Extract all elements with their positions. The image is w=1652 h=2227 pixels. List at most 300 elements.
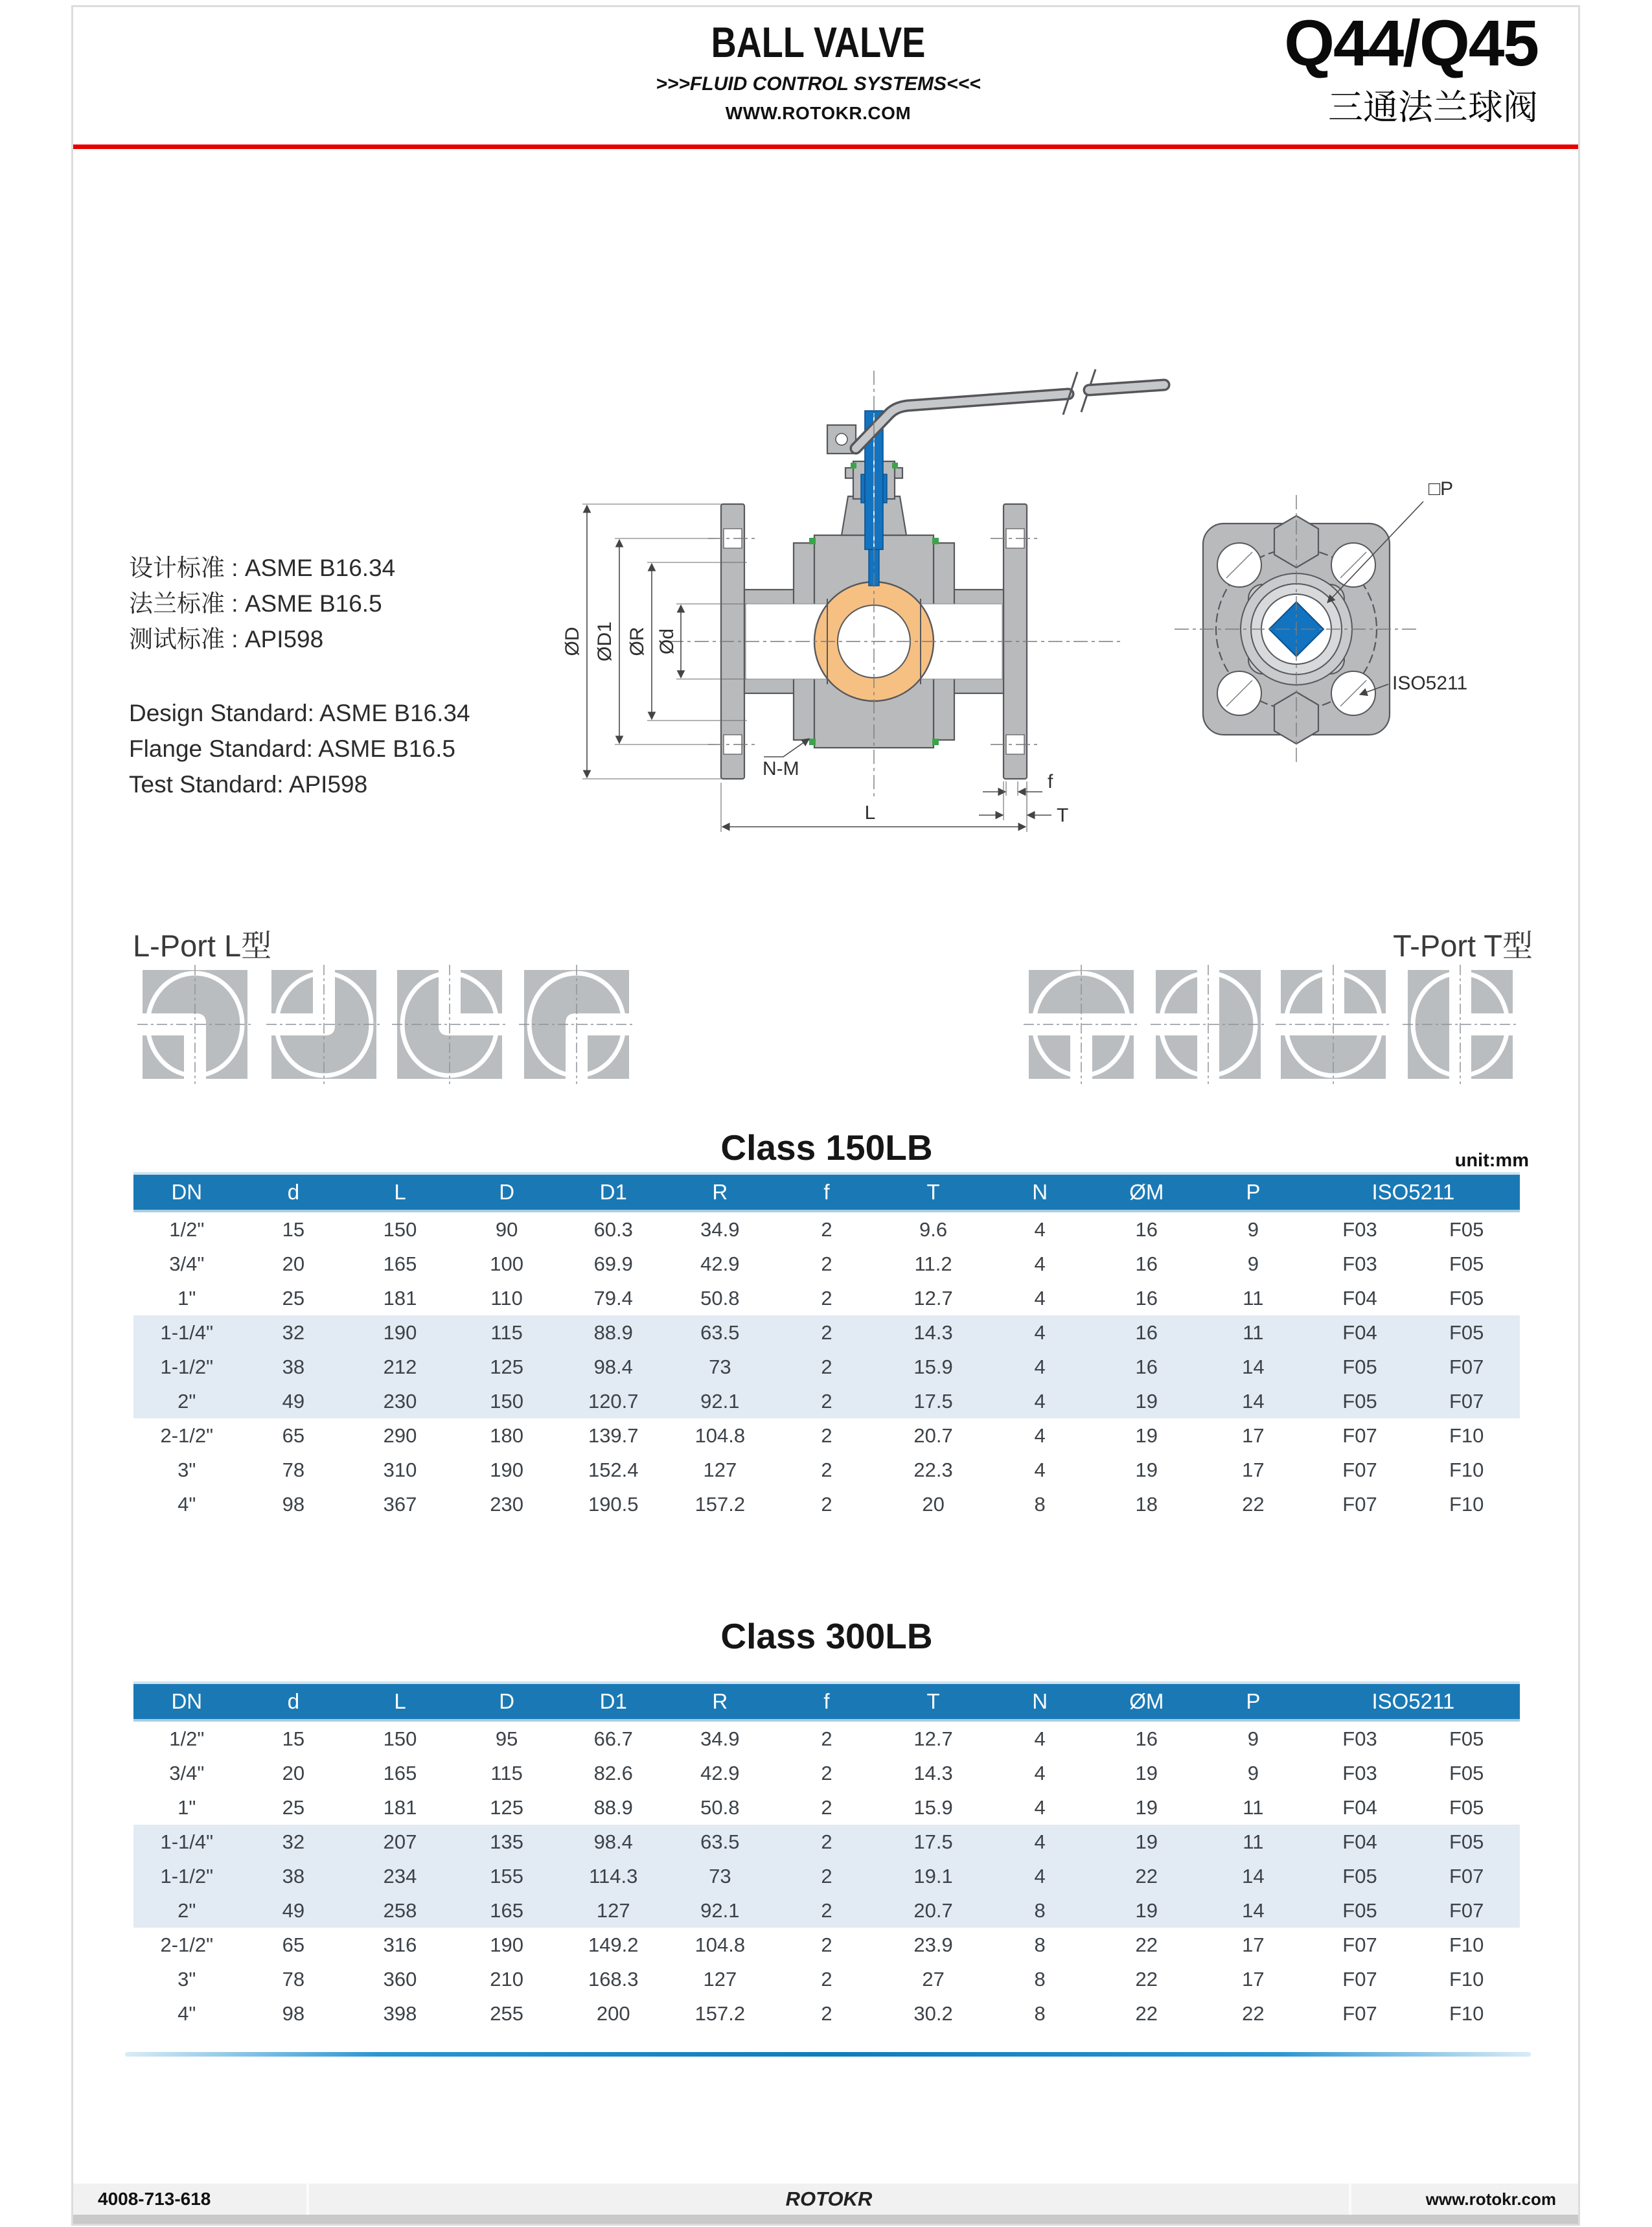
table-cell: 79.4 bbox=[593, 1286, 633, 1310]
table-cell: F05 bbox=[1342, 1864, 1377, 1887]
table-cell: 4 bbox=[1034, 1727, 1046, 1750]
table-cell: 34.9 bbox=[700, 1217, 740, 1241]
spec-table-150lb bbox=[133, 1172, 1520, 1521]
table-cell: 8 bbox=[1034, 1967, 1046, 1990]
table-row bbox=[133, 1859, 1520, 1893]
t-port-label: T-Port T型 bbox=[1393, 929, 1533, 963]
table-cell: 157.2 bbox=[694, 1492, 746, 1516]
table-cell: 2 bbox=[821, 1933, 832, 1956]
table-cell: 100 bbox=[490, 1252, 523, 1275]
table-row bbox=[133, 1453, 1520, 1487]
model-name-cn: 三通法兰球阀 bbox=[1328, 87, 1538, 128]
table-cell: F04 bbox=[1342, 1830, 1377, 1853]
table-cell: F10 bbox=[1449, 1967, 1484, 1990]
table-cell: F10 bbox=[1449, 2002, 1484, 2025]
table-cell: F05 bbox=[1449, 1217, 1484, 1241]
table-cell: F07 bbox=[1449, 1898, 1484, 1922]
column-header: P bbox=[1200, 1173, 1307, 1211]
t-port-diagram-1 bbox=[1029, 970, 1134, 1079]
table-row bbox=[133, 1996, 1520, 2031]
table-cell: 207 bbox=[383, 1830, 417, 1853]
table-cell: 16 bbox=[1135, 1252, 1158, 1275]
table-cell: 2-1/2" bbox=[160, 1424, 214, 1447]
table-cell: 49 bbox=[282, 1898, 305, 1922]
table-cell: F05 bbox=[1342, 1389, 1377, 1413]
table-cell: 3/4" bbox=[169, 1252, 205, 1275]
spec-table-300lb bbox=[133, 1681, 1520, 2031]
table-cell: 2" bbox=[178, 1898, 196, 1922]
header-center bbox=[617, 17, 1019, 124]
table-cell: 2 bbox=[821, 1967, 832, 1990]
dim-label-R: ØR bbox=[626, 627, 648, 656]
table-cell: F03 bbox=[1342, 1252, 1377, 1275]
table-cell: 150 bbox=[383, 1727, 417, 1750]
column-header: DN bbox=[133, 1173, 240, 1211]
table-cell: 2 bbox=[821, 1458, 832, 1481]
table-cell: 150 bbox=[490, 1389, 523, 1413]
table-cell: 20.7 bbox=[913, 1424, 953, 1447]
table-cell: 4 bbox=[1034, 1217, 1046, 1241]
table-cell: 17 bbox=[1242, 1458, 1265, 1481]
table-cell: F05 bbox=[1449, 1830, 1484, 1853]
table-cell: 4 bbox=[1034, 1830, 1046, 1853]
table-cell: 4 bbox=[1034, 1286, 1046, 1310]
table-cell: F07 bbox=[1449, 1389, 1484, 1413]
table-cell: 19 bbox=[1135, 1898, 1158, 1922]
standard-test-en: Test Standard: API598 bbox=[129, 771, 368, 798]
l-port-diagram-2 bbox=[271, 970, 376, 1079]
table-cell: 234 bbox=[383, 1864, 417, 1887]
column-header: R bbox=[667, 1683, 774, 1720]
table-cell: 8 bbox=[1034, 2002, 1046, 2025]
table-bottom-rule bbox=[125, 2052, 1531, 2057]
table-cell: 190.5 bbox=[588, 1492, 639, 1516]
table-cell: 60.3 bbox=[593, 1217, 633, 1241]
table-cell: F05 bbox=[1449, 1761, 1484, 1784]
table-cell: 2 bbox=[821, 1492, 832, 1516]
table-cell: 2 bbox=[821, 1864, 832, 1887]
unit-label: unit:mm bbox=[1454, 1150, 1529, 1171]
column-header: T bbox=[880, 1173, 987, 1211]
header-subtitle: >>>FLUID CONTROL SYSTEMS<<< bbox=[656, 73, 981, 95]
table-cell: 9 bbox=[1247, 1217, 1259, 1241]
t-port-diagram-3 bbox=[1281, 970, 1386, 1079]
table-cell: 16 bbox=[1135, 1217, 1158, 1241]
table-cell: 12.7 bbox=[913, 1727, 953, 1750]
table-cell: 152.4 bbox=[588, 1458, 639, 1481]
column-header: D1 bbox=[560, 1683, 667, 1720]
table-cell: 14 bbox=[1242, 1355, 1265, 1378]
table-cell: 9 bbox=[1247, 1761, 1259, 1784]
table-cell: 200 bbox=[596, 2002, 630, 2025]
header-right bbox=[1284, 8, 1538, 130]
table-cell: 1/2" bbox=[169, 1217, 205, 1241]
table-cell: 18 bbox=[1135, 1492, 1158, 1516]
table-cell: 22 bbox=[1135, 1967, 1158, 1990]
table-cell: F03 bbox=[1342, 1727, 1377, 1750]
valve-cross-section bbox=[669, 369, 1164, 798]
table-cell: 110 bbox=[490, 1286, 523, 1310]
table-cell: 4 bbox=[1034, 1389, 1046, 1413]
table-cell: 88.9 bbox=[593, 1795, 633, 1819]
table-cell: 180 bbox=[490, 1424, 523, 1447]
table-cell: 2 bbox=[821, 1389, 832, 1413]
table-cell: 38 bbox=[282, 1355, 305, 1378]
table-row bbox=[133, 1247, 1520, 1281]
table-row bbox=[133, 1825, 1520, 1859]
table-cell: F10 bbox=[1449, 1458, 1484, 1481]
table-cell: 135 bbox=[490, 1830, 523, 1853]
table-cell: 1/2" bbox=[169, 1727, 205, 1750]
table-cell: 190 bbox=[383, 1321, 417, 1344]
table-cell: F04 bbox=[1342, 1286, 1377, 1310]
table-cell: 150 bbox=[383, 1217, 417, 1241]
table-cell: 19 bbox=[1135, 1458, 1158, 1481]
standard-design-cn: 设计标准 : ASME B16.34 bbox=[129, 555, 396, 581]
table-cell: 210 bbox=[490, 1967, 523, 1990]
table-cell: 65 bbox=[282, 1424, 305, 1447]
column-header: d bbox=[240, 1173, 347, 1211]
standards-en bbox=[129, 695, 470, 802]
page-title: BALL VALVE bbox=[711, 18, 926, 66]
table-cell: 9 bbox=[1247, 1252, 1259, 1275]
table-cell: F07 bbox=[1342, 1424, 1377, 1447]
column-header: f bbox=[774, 1683, 880, 1720]
table-cell: F05 bbox=[1342, 1355, 1377, 1378]
table-cell: 17 bbox=[1242, 1424, 1265, 1447]
table-cell: 181 bbox=[383, 1795, 417, 1819]
column-header: D bbox=[453, 1683, 560, 1720]
dim-label-f: f bbox=[1048, 771, 1053, 792]
table-cell: 398 bbox=[383, 2002, 417, 2025]
dim-label-T: T bbox=[1057, 805, 1069, 826]
standard-design-en: Design Standard: ASME B16.34 bbox=[129, 700, 470, 726]
table-cell: 49 bbox=[282, 1389, 305, 1413]
table-cell: 4 bbox=[1034, 1252, 1046, 1275]
column-header: L bbox=[347, 1683, 453, 1720]
table-cell: F07 bbox=[1342, 1933, 1377, 1956]
table-cell: F04 bbox=[1342, 1321, 1377, 1344]
table-cell: F07 bbox=[1342, 1458, 1377, 1481]
table-cell: F07 bbox=[1342, 1967, 1377, 1990]
table-cell: 15 bbox=[282, 1727, 305, 1750]
column-header: P bbox=[1200, 1683, 1307, 1720]
table-header-row bbox=[133, 1683, 1520, 1720]
table-cell: 63.5 bbox=[700, 1321, 740, 1344]
column-header: ØM bbox=[1093, 1683, 1200, 1720]
table-cell: 139.7 bbox=[588, 1424, 639, 1447]
table-cell: 92.1 bbox=[700, 1389, 740, 1413]
table-cell: 258 bbox=[383, 1898, 417, 1922]
table-cell: F10 bbox=[1449, 1492, 1484, 1516]
table-cell: F07 bbox=[1342, 1492, 1377, 1516]
standards-cn bbox=[129, 550, 395, 657]
column-header: f bbox=[774, 1173, 880, 1211]
valve-top-view bbox=[1175, 478, 1467, 763]
table-cell: 1" bbox=[178, 1286, 196, 1310]
table-row bbox=[133, 1928, 1520, 1962]
table-cell: 168.3 bbox=[588, 1967, 639, 1990]
table-row bbox=[133, 1720, 1520, 1756]
dim-label-P: □P bbox=[1428, 478, 1454, 500]
table-cell: F10 bbox=[1449, 1424, 1484, 1447]
table-cell: 2 bbox=[821, 1286, 832, 1310]
table-cell: 38 bbox=[282, 1864, 305, 1887]
table-cell: 115 bbox=[490, 1321, 523, 1344]
column-header: T bbox=[880, 1683, 987, 1720]
table-cell: 360 bbox=[383, 1967, 417, 1990]
table-cell: 127 bbox=[703, 1967, 737, 1990]
table-cell: 20 bbox=[282, 1761, 305, 1784]
table-cell: 4" bbox=[178, 1492, 196, 1516]
table-cell: 19 bbox=[1135, 1389, 1158, 1413]
table-cell: 20 bbox=[922, 1492, 945, 1516]
table-cell: 316 bbox=[383, 1933, 417, 1956]
table-cell: 78 bbox=[282, 1458, 305, 1481]
table-cell: 4" bbox=[178, 2002, 196, 2025]
table-cell: F05 bbox=[1449, 1286, 1484, 1310]
table-cell: 290 bbox=[383, 1424, 417, 1447]
table-cell: 98 bbox=[282, 2002, 305, 2025]
dim-label-D: ØD bbox=[562, 627, 583, 656]
l-port-label: L-Port L型 bbox=[133, 929, 272, 963]
table-cell: 2 bbox=[821, 1321, 832, 1344]
table-cell: 19 bbox=[1135, 1830, 1158, 1853]
standard-flange-cn: 法兰标准 : ASME B16.5 bbox=[129, 590, 382, 617]
table-cell: F05 bbox=[1449, 1252, 1484, 1275]
table-cell: 82.6 bbox=[593, 1761, 633, 1784]
table-row bbox=[133, 1790, 1520, 1825]
dim-label-L: L bbox=[864, 802, 876, 824]
table-cell: 69.9 bbox=[593, 1252, 633, 1275]
table-cell: 4 bbox=[1034, 1355, 1046, 1378]
l-port-diagram-4 bbox=[524, 970, 629, 1079]
table-cell: 22 bbox=[1242, 2002, 1265, 2025]
table-cell: 190 bbox=[490, 1458, 523, 1481]
table-cell: 88.9 bbox=[593, 1321, 633, 1344]
table-cell: 19 bbox=[1135, 1761, 1158, 1784]
table-cell: 367 bbox=[383, 1492, 417, 1516]
table-cell: 16 bbox=[1135, 1727, 1158, 1750]
table-cell: 2 bbox=[821, 2002, 832, 2025]
table-cell: 78 bbox=[282, 1967, 305, 1990]
table-cell: 157.2 bbox=[694, 2002, 746, 2025]
table-cell: 20.7 bbox=[913, 1898, 953, 1922]
table-cell: 4 bbox=[1034, 1321, 1046, 1344]
table-cell: 15.9 bbox=[913, 1355, 953, 1378]
table-row bbox=[133, 1893, 1520, 1928]
table-cell: 190 bbox=[490, 1933, 523, 1956]
footer-phone: 4008-713-618 bbox=[73, 2184, 309, 2215]
table-title-150lb: Class 150LB bbox=[720, 1127, 933, 1168]
table-cell: 104.8 bbox=[694, 1424, 746, 1447]
table-cell: 22.3 bbox=[913, 1458, 953, 1481]
page-bottom-edge bbox=[73, 2215, 1578, 2224]
t-port-diagram-4 bbox=[1408, 970, 1513, 1079]
table-cell: 4 bbox=[1034, 1424, 1046, 1447]
table-cell: 14 bbox=[1242, 1864, 1265, 1887]
table-row bbox=[133, 1211, 1520, 1247]
table-cell: 4 bbox=[1034, 1864, 1046, 1887]
table-cell: 42.9 bbox=[700, 1252, 740, 1275]
table-cell: 2 bbox=[821, 1830, 832, 1853]
table-cell: 66.7 bbox=[593, 1727, 633, 1750]
dim-label-D1: ØD1 bbox=[594, 621, 615, 662]
table-row bbox=[133, 1384, 1520, 1418]
dim-label-d: Ød bbox=[656, 628, 678, 655]
column-header: N bbox=[987, 1683, 1094, 1720]
table-cell: 42.9 bbox=[700, 1761, 740, 1784]
column-header: d bbox=[240, 1683, 347, 1720]
header-rule bbox=[73, 144, 1578, 149]
table-row bbox=[133, 1756, 1520, 1790]
table-cell: 17 bbox=[1242, 1967, 1265, 1990]
table-cell: 17.5 bbox=[913, 1830, 953, 1853]
table-cell: 20 bbox=[282, 1252, 305, 1275]
table-cell: 9 bbox=[1247, 1727, 1259, 1750]
table-cell: 92.1 bbox=[700, 1898, 740, 1922]
table-cell: 17.5 bbox=[913, 1389, 953, 1413]
table-cell: 15 bbox=[282, 1217, 305, 1241]
table-cell: 2 bbox=[821, 1424, 832, 1447]
table-cell: F07 bbox=[1342, 2002, 1377, 2025]
table-cell: 8 bbox=[1034, 1492, 1046, 1516]
standard-flange-en: Flange Standard: ASME B16.5 bbox=[129, 735, 455, 762]
table-cell: F05 bbox=[1449, 1795, 1484, 1819]
table-cell: 104.8 bbox=[694, 1933, 746, 1956]
table-cell: F05 bbox=[1449, 1727, 1484, 1750]
table-cell: 98 bbox=[282, 1492, 305, 1516]
table-cell: 95 bbox=[495, 1727, 518, 1750]
l-port-diagram-1 bbox=[143, 970, 247, 1079]
table-cell: 115 bbox=[490, 1761, 523, 1784]
header-website: WWW.ROTOKR.COM bbox=[725, 103, 912, 123]
table-row bbox=[133, 1962, 1520, 1996]
table-cell: 8 bbox=[1034, 1898, 1046, 1922]
column-header: DN bbox=[133, 1683, 240, 1720]
table-cell: 50.8 bbox=[700, 1286, 740, 1310]
column-header: R bbox=[667, 1173, 774, 1211]
table-cell: 11.2 bbox=[914, 1252, 952, 1275]
footer-website: www.rotokr.com bbox=[1425, 2189, 1556, 2209]
table-cell: 11 bbox=[1243, 1795, 1264, 1819]
table-cell: 255 bbox=[490, 2002, 523, 2025]
table-cell: 165 bbox=[490, 1898, 523, 1922]
table-cell: 2 bbox=[821, 1761, 832, 1784]
table-cell: 25 bbox=[282, 1795, 305, 1819]
table-cell: F04 bbox=[1342, 1795, 1377, 1819]
table-cell: 230 bbox=[490, 1492, 523, 1516]
column-header: ISO5211 bbox=[1307, 1173, 1520, 1211]
table-cell: 212 bbox=[383, 1355, 417, 1378]
table-cell: 8 bbox=[1034, 1933, 1046, 1956]
table-cell: F10 bbox=[1449, 1933, 1484, 1956]
table-cell: 17 bbox=[1242, 1933, 1265, 1956]
table-cell: F03 bbox=[1342, 1217, 1377, 1241]
table-cell: F07 bbox=[1449, 1864, 1484, 1887]
table-cell: 181 bbox=[383, 1286, 417, 1310]
table-cell: 1-1/2" bbox=[160, 1864, 214, 1887]
table-cell: 19 bbox=[1135, 1795, 1158, 1819]
table-row bbox=[133, 1281, 1520, 1315]
table-cell: 4 bbox=[1034, 1458, 1046, 1481]
table-cell: 149.2 bbox=[588, 1933, 639, 1956]
table-cell: 3" bbox=[178, 1458, 196, 1481]
table-cell: 9.6 bbox=[919, 1217, 948, 1241]
table-cell: 27 bbox=[922, 1967, 945, 1990]
dim-label-ISO5211: ISO5211 bbox=[1392, 673, 1468, 694]
table-cell: 1-1/4" bbox=[160, 1321, 214, 1344]
table-header-row bbox=[133, 1173, 1520, 1211]
table-cell: 50.8 bbox=[700, 1795, 740, 1819]
table-cell: 2 bbox=[821, 1795, 832, 1819]
table-cell: 14 bbox=[1242, 1389, 1265, 1413]
table-cell: 90 bbox=[495, 1217, 518, 1241]
table-cell: 22 bbox=[1242, 1492, 1265, 1516]
table-cell: 22 bbox=[1135, 2002, 1158, 2025]
table-cell: 120.7 bbox=[588, 1389, 639, 1413]
table-cell: 63.5 bbox=[700, 1830, 740, 1853]
table-cell: 1-1/2" bbox=[160, 1355, 214, 1378]
table-cell: 98.4 bbox=[593, 1355, 633, 1378]
table-cell: 25 bbox=[282, 1286, 305, 1310]
table-cell: 2 bbox=[821, 1355, 832, 1378]
table-cell: 125 bbox=[490, 1355, 523, 1378]
table-cell: 125 bbox=[490, 1795, 523, 1819]
table-cell: 155 bbox=[490, 1864, 523, 1887]
table-cell: 19 bbox=[1135, 1424, 1158, 1447]
table-cell: 19.1 bbox=[913, 1864, 953, 1887]
table-cell: 16 bbox=[1135, 1286, 1158, 1310]
table-cell: 2 bbox=[821, 1898, 832, 1922]
table-cell: 310 bbox=[383, 1458, 417, 1481]
footer-bar bbox=[73, 2184, 1578, 2215]
table-cell: 127 bbox=[703, 1458, 737, 1481]
table-cell: F05 bbox=[1342, 1898, 1377, 1922]
table-cell: 30.2 bbox=[913, 2002, 953, 2025]
table-row bbox=[133, 1315, 1520, 1350]
table-cell: 230 bbox=[383, 1389, 417, 1413]
table-cell: 32 bbox=[282, 1830, 305, 1853]
table-cell: 15.9 bbox=[913, 1795, 953, 1819]
table-cell: 3" bbox=[178, 1967, 196, 1990]
table-cell: F03 bbox=[1342, 1761, 1377, 1784]
table-cell: 65 bbox=[282, 1933, 305, 1956]
table-cell: 22 bbox=[1135, 1933, 1158, 1956]
table-cell: 1-1/4" bbox=[160, 1830, 214, 1853]
table-cell: 14.3 bbox=[913, 1321, 953, 1344]
t-port-diagram-2 bbox=[1156, 970, 1261, 1079]
column-header: L bbox=[347, 1173, 453, 1211]
table-cell: 4 bbox=[1034, 1761, 1046, 1784]
table-cell: F05 bbox=[1449, 1321, 1484, 1344]
table-cell: 127 bbox=[596, 1898, 630, 1922]
valve-technical-drawing bbox=[553, 334, 1563, 866]
table-cell: 23.9 bbox=[913, 1933, 953, 1956]
column-header: ØM bbox=[1093, 1173, 1200, 1211]
table-row bbox=[133, 1487, 1520, 1521]
footer-brand: ROTOKR bbox=[309, 2184, 1351, 2215]
table-row bbox=[133, 1350, 1520, 1384]
table-cell: 73 bbox=[709, 1355, 731, 1378]
column-header: ISO5211 bbox=[1307, 1683, 1520, 1720]
column-header: N bbox=[987, 1173, 1094, 1211]
l-port-diagram-3 bbox=[397, 970, 502, 1079]
table-cell: 32 bbox=[282, 1321, 305, 1344]
table-title-300lb: Class 300LB bbox=[720, 1616, 933, 1656]
table-cell: 73 bbox=[709, 1864, 731, 1887]
table-cell: 98.4 bbox=[593, 1830, 633, 1853]
